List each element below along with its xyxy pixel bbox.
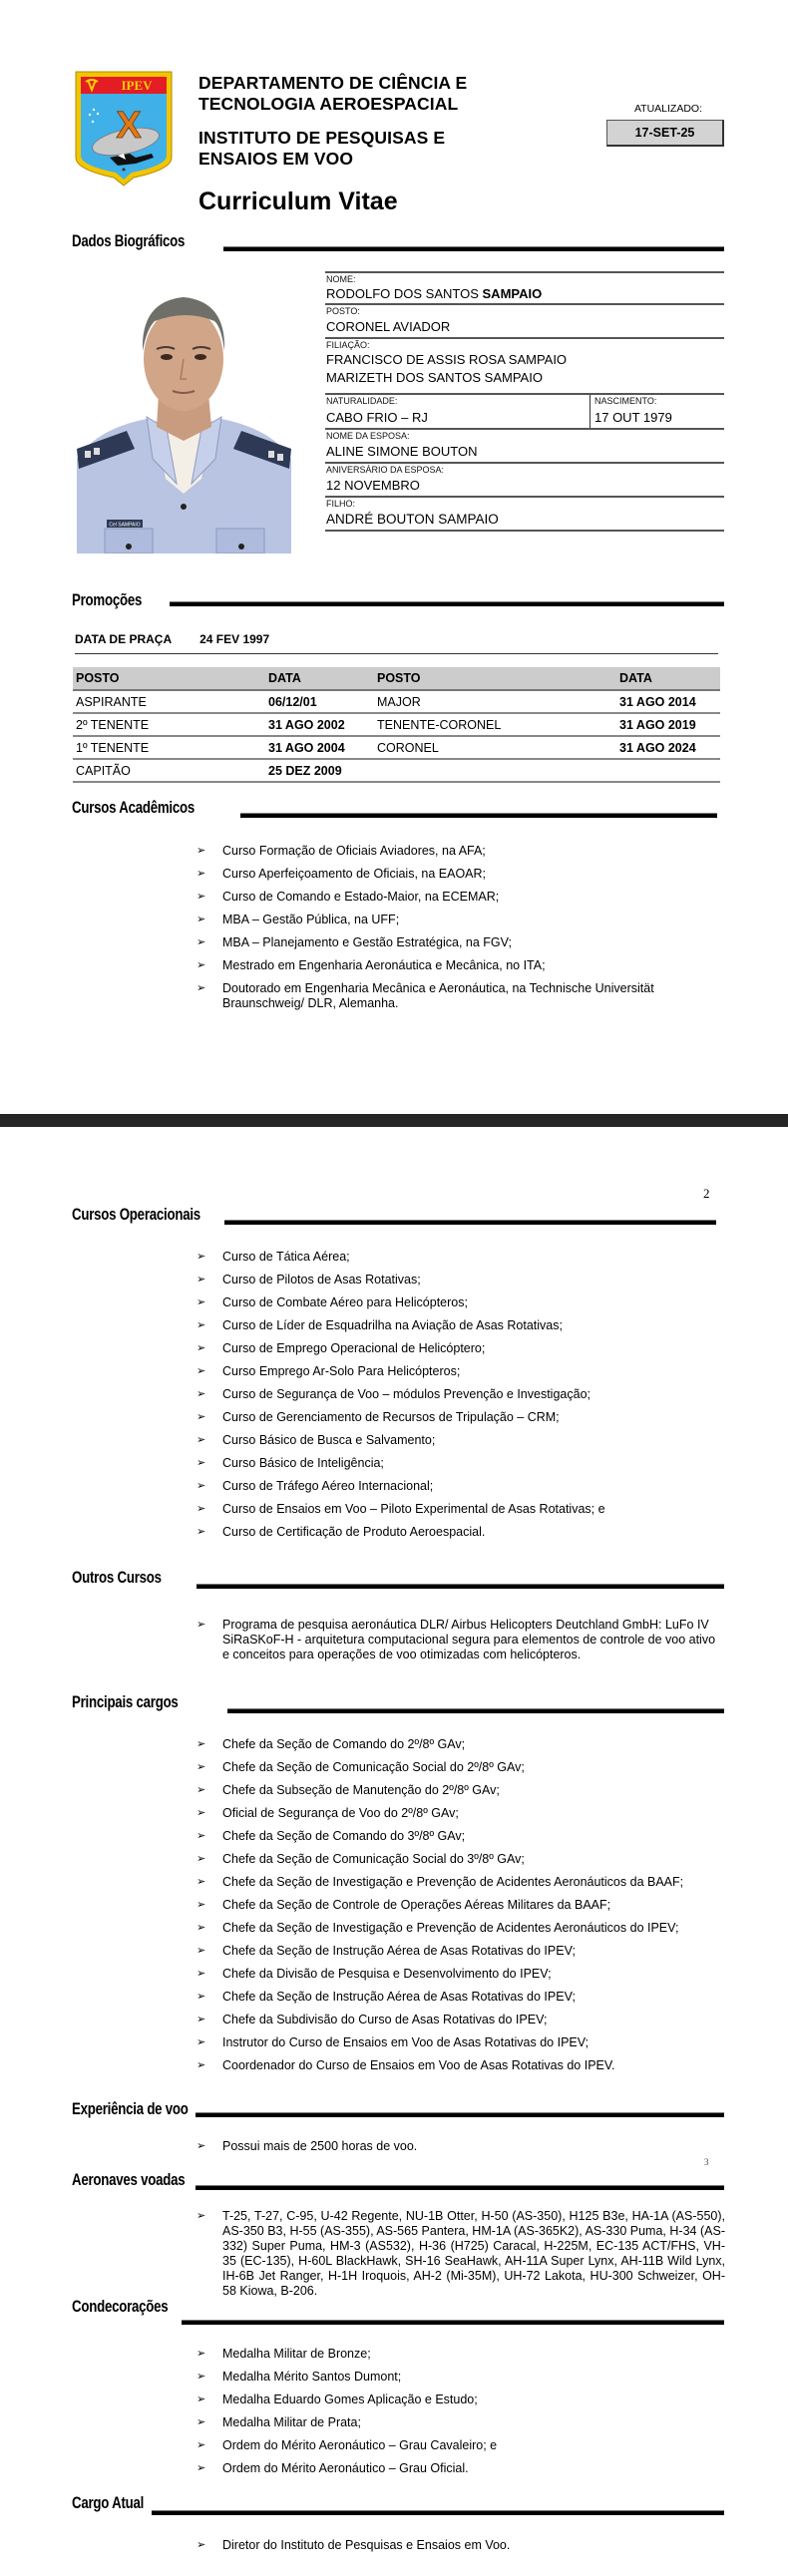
page-number: 2 [703, 1186, 710, 1201]
list-item [197, 1479, 725, 1494]
bullet-arrow-icon: ➢ [197, 1251, 206, 1263]
bullet-arrow-icon: ➢ [197, 1738, 206, 1750]
list-item-text: Chefe da Seção de Instrução Aérea de Asas Rotativas do IPEV; [222, 1944, 576, 1958]
list-item-text: Curso de Tráfego Aéreo Internacional; [222, 1479, 434, 1493]
field-filiacao [325, 337, 724, 393]
bullet-arrow-icon: ➢ [197, 2059, 206, 2071]
bullet-arrow-icon: ➢ [197, 845, 206, 857]
posto-cell: CAPITÃO [73, 759, 265, 782]
bullet-arrow-icon: ➢ [197, 1342, 206, 1354]
section-rule [227, 1708, 724, 1713]
experiencia-list [197, 2139, 725, 2162]
list-item [197, 913, 725, 927]
list-item-text: Chefe da Subseção de Manutenção do 2º/8º GAv; [222, 1783, 500, 1797]
list-item [197, 1806, 725, 1821]
section-rule [196, 2112, 724, 2117]
bullet-arrow-icon: ➢ [197, 2210, 206, 2222]
filho-label: FILHO: [326, 499, 356, 509]
list-item-text: Curso de Ensaios em Voo – Piloto Experimental de Asas Rotativas; e [222, 1502, 605, 1516]
filiacao-label: FILIAÇÃO: [326, 340, 370, 350]
updated-date: 17-SET-25 [606, 120, 724, 147]
table-row [73, 736, 720, 759]
ipev-shield-icon [74, 70, 174, 187]
list-item [197, 1944, 725, 1959]
list-item-text: Curso Básico de Busca e Salvamento; [222, 1433, 436, 1447]
posto-cell: 1º TENENTE [73, 736, 265, 759]
page-title: Curriculum Vitae [198, 187, 398, 215]
bullet-arrow-icon: ➢ [197, 1434, 206, 1446]
list-item [197, 2392, 725, 2407]
list-item [197, 1921, 725, 1936]
org-line-3: INSTITUTO DE PESQUISAS E [198, 128, 446, 148]
list-item [197, 890, 725, 905]
data-cell [616, 759, 720, 782]
list-item [197, 1341, 725, 1356]
table-row [73, 759, 720, 782]
section-heading-cursos-operacionais: Cursos Operacionais [72, 1205, 200, 1224]
data-cell: 31 AGO 2019 [616, 713, 720, 736]
list-item-text: Chefe da Seção de Comando do 3º/8º GAv; [222, 1829, 466, 1843]
field-row-naturalidade-nascimento [325, 393, 724, 428]
list-item [197, 1318, 725, 1333]
bullet-arrow-icon: ➢ [197, 1457, 206, 1469]
nascimento-value: 17 OUT 1979 [594, 410, 672, 425]
esposa-label: NOME DA ESPOSA: [326, 431, 410, 441]
col-posto-2: POSTO [374, 667, 616, 690]
aniversario-value: 12 NOVEMBRO [326, 478, 420, 493]
bullet-arrow-icon: ➢ [197, 1480, 206, 1492]
list-item-text: Curso de Gerenciamento de Recursos de Tripulação – CRM; [222, 1410, 560, 1424]
field-naturalidade [325, 395, 590, 428]
list-item-text: Chefe da Seção de Controle de Operações Aéreas Militares da BAAF; [222, 1898, 611, 1912]
bullet-arrow-icon: ➢ [197, 2014, 206, 2025]
list-item-text: Curso de Combate Aéreo para Helicópteros; [222, 1295, 468, 1309]
posto-cell: ASPIRANTE [73, 690, 265, 713]
list-item [197, 1273, 725, 1288]
cursos-academicos-list [197, 844, 725, 1019]
aeronaves-list [197, 2209, 725, 2307]
list-item-text: Curso Básico de Inteligência; [222, 1456, 384, 1470]
esposa-value: ALINE SIMONE BOUTON [326, 444, 478, 459]
filiacao-pai: FRANCISCO DE ASSIS ROSA SAMPAIO [326, 352, 568, 367]
list-item [197, 1250, 725, 1265]
field-filho [325, 496, 724, 530]
list-item [197, 1456, 725, 1471]
bullet-arrow-icon: ➢ [197, 2036, 206, 2048]
list-item-text: Oficial de Segurança de Voo do 2º/8º GAv; [222, 1806, 459, 1820]
table-header-row [73, 667, 720, 690]
bullet-arrow-icon: ➢ [197, 2348, 206, 2360]
nome-first: RODOLFO DOS SANTOS [326, 286, 483, 301]
org-department [198, 73, 467, 115]
bullet-arrow-icon: ➢ [197, 914, 206, 925]
table-row [73, 690, 720, 713]
list-item [197, 2370, 725, 2385]
list-item [197, 2461, 725, 2476]
list-item [197, 1618, 725, 1662]
bullet-arrow-icon: ➢ [197, 1619, 206, 1631]
section-heading-cursos-academicos: Cursos Acadêmicos [72, 798, 196, 817]
list-item-text: MBA – Planejamento e Gestão Estratégica, na FGV; [222, 935, 512, 949]
section-rule [182, 2320, 724, 2325]
promotions-table [73, 667, 720, 783]
bullet-arrow-icon: ➢ [197, 1922, 206, 1934]
list-item-text: Medalha Eduardo Gomes Aplicação e Estudo; [222, 2392, 478, 2406]
bullet-arrow-icon: ➢ [197, 868, 206, 880]
list-item-text: Curso Formação de Oficiais Aviadores, na AFA; [222, 844, 486, 858]
bio-end-rule [325, 530, 724, 532]
cargo-atual-list [197, 2538, 725, 2561]
list-item-text: Curso de Emprego Operacional de Helicóptero; [222, 1341, 486, 1355]
list-item-text: Chefe da Divisão de Pesquisa e Desenvolvimento do IPEV; [222, 1967, 552, 1981]
list-item [197, 958, 725, 973]
list-item-text: Chefe da Seção de Instrução Aérea de Asas Rotativas do IPEV; [222, 1990, 576, 2004]
list-item-text: Chefe da Seção de Investigação e Prevenção de Acidentes Aeronáuticos da BAAF; [222, 1875, 684, 1889]
list-item-text: Programa de pesquisa aeronáutica DLR/ Airbus Helicopters Deutchland GmbH: LuFo IV SiRaSKoF-H - arquitetura computacional segura para elementos de controle de voo ativo e conceitos para operações de voo otimizadas com helicópteros. [222, 1618, 716, 1661]
list-item-text: Possui mais de 2500 horas de voo. [222, 2139, 418, 2153]
list-item [197, 1760, 725, 1775]
bullet-arrow-icon: ➢ [197, 2371, 206, 2383]
list-item-text: Medalha Mérito Santos Dumont; [222, 2370, 402, 2384]
list-item-text: Curso Emprego Ar-Solo Para Helicópteros; [222, 1364, 461, 1378]
list-item-text: Chefe da Seção de Comunicação Social do 3º/8º GAv; [222, 1852, 525, 1866]
list-item-text: Curso Aperfeiçoamento de Oficiais, na EAOAR; [222, 867, 487, 881]
bullet-arrow-icon: ➢ [197, 1853, 206, 1865]
posto-cell: CORONEL [374, 736, 616, 759]
list-item-text: Medalha Militar de Prata; [222, 2415, 361, 2429]
list-item-text: Curso de Comando e Estado-Maior, na ECEMAR; [222, 890, 500, 904]
bullet-arrow-icon: ➢ [197, 1526, 206, 1538]
list-item [197, 2438, 725, 2453]
list-item [197, 981, 725, 1011]
condecoracoes-list [197, 2347, 725, 2484]
updated-label: ATUALIZADO: [633, 103, 703, 115]
list-item [197, 2058, 725, 2073]
svg-text:X: X [116, 105, 142, 147]
naturalidade-label: NATURALIDADE: [326, 396, 398, 406]
data-cell: 25 DEZ 2009 [265, 759, 374, 782]
list-item-text: Chefe da Seção de Comunicação Social do 2º/8º GAv; [222, 1760, 525, 1774]
list-item-text: T-25, T-27, C-95, U-42 Regente, NU-1B Otter, H-50 (AS-350), H125 B3e, HA-1A (AS-550), AS-350 B3, H-55 (AS-355), AS-565 Pantera, HM-1A (AS-365K2), AS-330 Puma, H-34 (AS-332) Super Puma, HM-3 (AS532), H-36 (H725) Caracal, H-225M, EC-135 ACT/FHS, VH-35 (EC-135), H-60L BlackHawk, SH-16 SeaHawk, AH-11A Super Lynx, AH-11B Wild Lynx, IH-6B Jet Ranger, H-1H Iroquois, AH-2 (Mi-35M), UH-72 Lakota, HU-300 Schweizer, OH-58 Kiowa, B-206. [222, 2209, 725, 2298]
field-nascimento [590, 395, 724, 428]
bullet-arrow-icon: ➢ [197, 2416, 206, 2428]
bio-fields [325, 271, 724, 532]
stray-page-mark: 3 [704, 2157, 709, 2167]
list-item-text: Ordem do Mérito Aeronáutico – Grau Cavaleiro; e [222, 2438, 498, 2452]
list-item-text: MBA – Gestão Pública, na UFF; [222, 913, 400, 926]
bullet-arrow-icon: ➢ [197, 2140, 206, 2152]
section-heading-promocoes: Promoções [72, 590, 143, 609]
bullet-arrow-icon: ➢ [197, 936, 206, 948]
bullet-arrow-icon: ➢ [197, 1503, 206, 1515]
field-posto [325, 303, 724, 337]
section-heading-experiencia: Experiência de voo [72, 2099, 189, 2118]
list-item [197, 935, 725, 950]
list-item-text: Curso de Tática Aérea; [222, 1250, 350, 1264]
bullet-arrow-icon: ➢ [197, 1761, 206, 1773]
list-item [197, 1990, 725, 2005]
list-item [197, 2209, 725, 2299]
section-rule [197, 1584, 724, 1589]
bullet-arrow-icon: ➢ [197, 2439, 206, 2451]
list-item [197, 1829, 725, 1844]
bullet-arrow-icon: ➢ [197, 1365, 206, 1377]
posto-cell: MAJOR [374, 690, 616, 713]
bullet-arrow-icon: ➢ [197, 2539, 206, 2551]
filiacao-mae: MARIZETH DOS SANTOS SAMPAIO [326, 370, 543, 385]
bullet-arrow-icon: ➢ [197, 959, 206, 971]
bullet-arrow-icon: ➢ [197, 2462, 206, 2474]
section-heading-principais-cargos: Principais cargos [72, 1692, 179, 1711]
data-cell: 06/12/01 [265, 690, 374, 713]
list-item [197, 2139, 725, 2154]
list-item [197, 1433, 725, 1448]
list-item [197, 1967, 725, 1982]
praca-value: 24 FEV 1997 [199, 632, 270, 646]
data-de-praca [75, 632, 718, 654]
nascimento-label: NASCIMENTO: [594, 396, 657, 406]
filho-value: ANDRÉ BOUTON SAMPAIO [326, 512, 499, 527]
bullet-arrow-icon: ➢ [197, 1807, 206, 1819]
list-item [197, 1502, 725, 1517]
bullet-arrow-icon: ➢ [197, 1319, 206, 1331]
section-rule [196, 2185, 724, 2190]
bullet-arrow-icon: ➢ [197, 1411, 206, 1423]
list-item-text: Chefe da Seção de Investigação e Prevenção de Acidentes Aeronáuticos do IPEV; [222, 1921, 679, 1935]
list-item-text: Doutorado em Engenharia Mecânica e Aeronáutica, na Technische Universität Braunschweig/ DLR, Alemanha. [222, 981, 654, 1010]
list-item-text: Curso de Certificação de Produto Aeroespacial. [222, 1525, 486, 1539]
field-esposa [325, 428, 724, 462]
list-item-text: Curso de Segurança de Voo – módulos Prevenção e Investigação; [222, 1387, 591, 1401]
list-item [197, 1783, 725, 1798]
ipev-logo [74, 70, 174, 187]
page-separator [0, 1114, 788, 1127]
profile-photo [77, 279, 291, 553]
list-item-text: Diretor do Instituto de Pesquisas e Ensaios em Voo. [222, 2538, 511, 2552]
bullet-arrow-icon: ➢ [197, 1899, 206, 1911]
org-institute [198, 128, 445, 170]
bullet-arrow-icon: ➢ [197, 1945, 206, 1957]
list-item [197, 2347, 725, 2362]
col-data-1: DATA [265, 667, 374, 690]
list-item [197, 1898, 725, 1913]
bullet-arrow-icon: ➢ [197, 1830, 206, 1842]
data-cell: 31 AGO 2014 [616, 690, 720, 713]
bullet-arrow-icon: ➢ [197, 1296, 206, 1308]
praca-label: DATA DE PRAÇA [75, 632, 173, 646]
field-aniversario-esposa [325, 462, 724, 496]
list-item-text: Medalha Militar de Bronze; [222, 2347, 371, 2361]
org-line-2: TECNOLOGIA AEROESPACIAL [198, 94, 459, 114]
bullet-arrow-icon: ➢ [197, 1968, 206, 1980]
list-item-text: Ordem do Mérito Aeronáutico – Grau Oficial. [222, 2461, 469, 2475]
list-item [197, 2538, 725, 2553]
list-item [197, 1364, 725, 1379]
nome-label: NOME: [326, 274, 356, 284]
list-item [197, 1525, 725, 1540]
section-heading-bio: Dados Biográficos [72, 231, 186, 250]
list-item-text: Coordenador do Curso de Ensaios em Voo de Asas Rotativas do IPEV. [222, 2058, 615, 2072]
bullet-arrow-icon: ➢ [197, 1274, 206, 1286]
bullet-arrow-icon: ➢ [197, 2393, 206, 2405]
list-item [197, 1410, 725, 1425]
section-heading-aeronaves: Aeronaves voadas [72, 2170, 186, 2189]
posto-cell [374, 759, 616, 782]
section-rule [170, 601, 724, 606]
posto-label: POSTO: [326, 306, 360, 316]
section-rule [240, 813, 717, 818]
data-cell: 31 AGO 2002 [265, 713, 374, 736]
list-item-text: Curso de Líder de Esquadrilha na Aviação de Asas Rotativas; [222, 1318, 563, 1332]
nome-surname: SAMPAIO [482, 286, 543, 301]
org-line-1: DEPARTAMENTO DE CIÊNCIA E [198, 73, 468, 93]
outros-cursos-list [197, 1618, 725, 1670]
field-nome [325, 271, 724, 303]
principais-cargos-list [197, 1737, 725, 2081]
section-heading-condecoracoes: Condecorações [72, 2297, 169, 2316]
list-item [197, 1875, 725, 1890]
list-item [197, 1737, 725, 1752]
list-item [197, 1387, 725, 1402]
table-row [73, 713, 720, 736]
section-rule [224, 1220, 716, 1225]
bullet-arrow-icon: ➢ [197, 1991, 206, 2003]
list-item [197, 2415, 725, 2430]
list-item [197, 1852, 725, 1867]
bullet-arrow-icon: ➢ [197, 1388, 206, 1400]
section-heading-outros-cursos: Outros Cursos [72, 1568, 162, 1587]
org-line-4: ENSAIOS EM VOO [198, 149, 354, 169]
list-item [197, 1295, 725, 1310]
section-heading-cargo-atual: Cargo Atual [72, 2493, 145, 2512]
list-item [197, 2013, 725, 2027]
posto-value: CORONEL AVIADOR [326, 319, 451, 334]
list-item-text: Chefe da Seção de Comando do 2º/8º GAv; [222, 1737, 466, 1751]
list-item [197, 844, 725, 859]
name-badge: Cel SAMPAIO [109, 522, 141, 529]
list-item [197, 867, 725, 882]
logo-text: IPEV [121, 78, 153, 93]
posto-cell: 2º TENENTE [73, 713, 265, 736]
naturalidade-value: CABO FRIO – RJ [326, 410, 428, 425]
data-cell: 31 AGO 2024 [616, 736, 720, 759]
bullet-arrow-icon: ➢ [197, 1784, 206, 1796]
section-rule [223, 246, 724, 251]
list-item-text: Curso de Pilotos de Asas Rotativas; [222, 1273, 421, 1287]
data-cell: 31 AGO 2004 [265, 736, 374, 759]
bullet-arrow-icon: ➢ [197, 1876, 206, 1888]
list-item-text: Mestrado em Engenharia Aeronáutica e Mecânica, no ITA; [222, 958, 546, 972]
list-item [197, 2035, 725, 2050]
nome-value [325, 285, 724, 303]
bullet-arrow-icon: ➢ [197, 982, 206, 994]
section-rule [152, 2510, 724, 2515]
aniversario-label: ANIVERSÁRIO DA ESPOSA: [326, 465, 445, 475]
col-posto-1: POSTO [73, 667, 265, 690]
list-item-text: Instrutor do Curso de Ensaios em Voo de Asas Rotativas do IPEV; [222, 2035, 590, 2049]
col-data-2: DATA [616, 667, 720, 690]
posto-cell: TENENTE-CORONEL [374, 713, 616, 736]
cursos-operacionais-list [197, 1250, 725, 1548]
list-item-text: Chefe da Subdivisão do Curso de Asas Rotativas do IPEV; [222, 2013, 548, 2026]
bullet-arrow-icon: ➢ [197, 891, 206, 903]
